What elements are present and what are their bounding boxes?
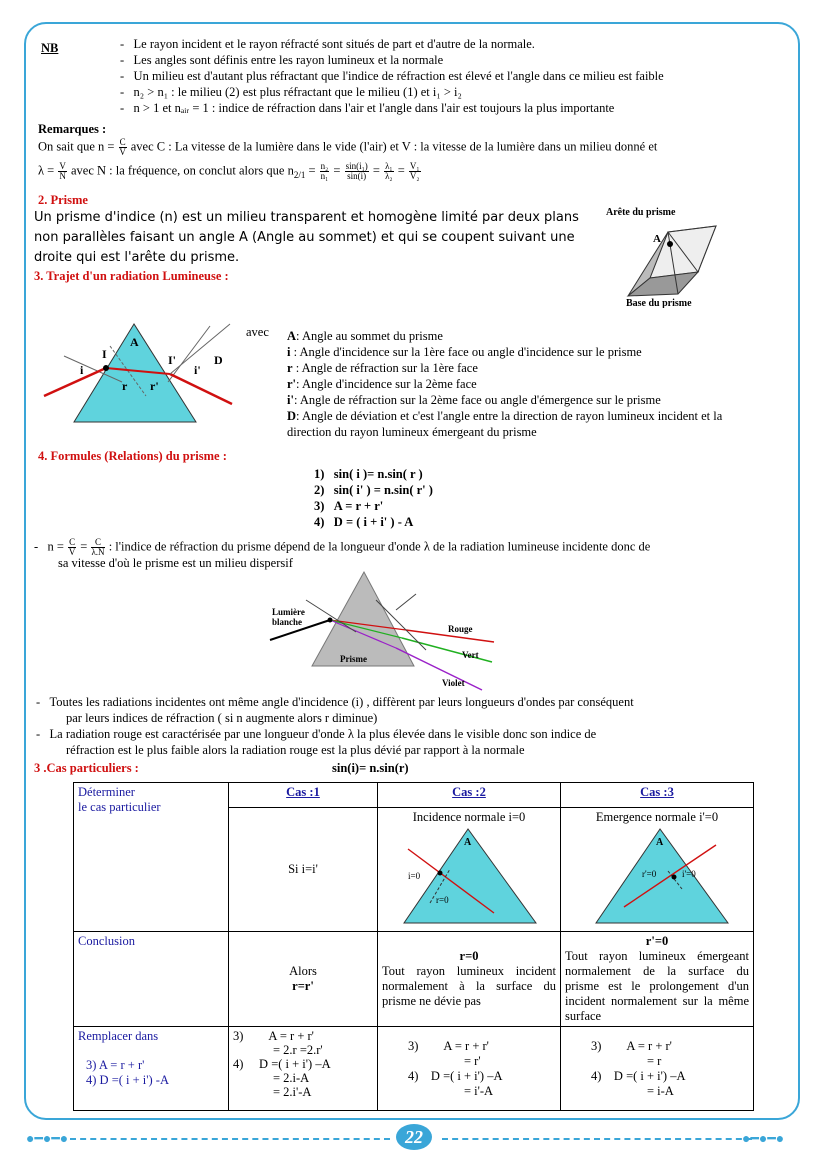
fig2-A: A — [464, 837, 472, 848]
footer-ornament-left: ●━●━● — [26, 1132, 69, 1147]
apex-label: A — [653, 233, 661, 245]
cell-cas1-condition: Si i=i' — [229, 808, 378, 932]
fig3-A: A — [656, 837, 664, 848]
trajet-title: 3. Trajet d'un radiation Lumineuse : — [34, 269, 229, 283]
cell-cas3-figure: Emergence normale i'=0 A r'=0 i'=0 — [561, 808, 754, 932]
cell-cas2-figure: Incidence normale i=0 A i=0 r=0 — [378, 808, 561, 932]
nb-item: - n > 1 et nₐᵢᵣ = 1 : indice de réfraction dans l'air et l'angle dans l'air est toujours la plus importante — [120, 101, 615, 115]
cas-formula: sin(i)= n.sin(r) — [332, 761, 409, 775]
fig3-i: i'=0 — [682, 869, 696, 879]
fig-r: r — [122, 379, 128, 393]
dispersion-figure — [266, 570, 502, 692]
fig-I2: I' — [168, 353, 177, 367]
definitions-list — [287, 328, 722, 440]
fig2-i: i=0 — [408, 871, 421, 881]
note-item: - La radiation rouge est caractérisée par une longueur d'onde λ la plus élevée dans le visible donc son indice de — [36, 727, 597, 741]
nb-item: - Les angles sont définis entre les rayon lumineux et la normale — [120, 53, 444, 67]
ray-path-figure — [34, 316, 234, 426]
cell-cas2-remplacer: 3) A = r + r' = r' 4) D =( i + i') –A = i'-A — [378, 1027, 561, 1111]
vert-label: Vert — [462, 650, 479, 660]
def-item-cont: direction du rayon lumineux émergeant du prisme — [287, 425, 537, 439]
cell-cas3-conclusion: r'=0 Tout rayon lumineux émergeant normalement de la surface du prisme est le prolongement d'un incident normalement sur la même surface — [561, 932, 754, 1027]
cas-title: 3 .Cas particuliers : — [34, 761, 139, 775]
nb-item: - n₂ > n₁ : le milieu (2) est plus réfractant que le milieu (1) et i₁ > i₂ — [120, 85, 462, 99]
base-label: Base du prisme — [626, 298, 692, 308]
formula-item: 3) A = r + r' — [314, 499, 384, 513]
fig3-r: r'=0 — [642, 869, 657, 879]
note-item-cont: réfraction est le plus faible alors la radiation rouge est la plus dévié par rapport à la normale — [66, 743, 525, 757]
dispersion-text-2: sa vitesse d'où le prisme est un milieu dispersif — [58, 556, 293, 570]
cell-cas1-remplacer: 3) A = r + r' = 2.r =2.r' 4) D =( i + i') –A = 2.i-A = 2.i'-A — [229, 1027, 378, 1111]
fig-A: A — [130, 335, 139, 349]
footer-line-right — [442, 1138, 752, 1140]
def-item: r : Angle de réfraction sur la 1ère face — [287, 361, 478, 375]
lumiere-label: Lumière — [272, 607, 305, 617]
def-item: A: Angle au sommet du prisme — [287, 329, 443, 343]
emergence-normale-figure — [582, 825, 732, 925]
note-item-cont: par leurs indices de réfraction ( si n augmente alors r diminue) — [66, 711, 378, 725]
fig-i: i — [80, 363, 84, 377]
footer-line-left — [70, 1138, 390, 1140]
def-item: D: Angle de déviation et c'est l'angle entre la direction de rayon lumineux incident et la — [287, 409, 723, 423]
cell-cas1-conclusion: Alors r=r' — [229, 932, 378, 1027]
remarques-line2: λ = $\frac{V}{N}$ avec N : la fréquence, on conclut alors que $n_{2/1}$ = $\frac{\text{n₂}}{\text{n₁}}$ = $\frac{\text{sin(i₁)}}{\sin(i)}$ = $\frac{\text{λ₁}}{\text{λ₂}}$ = $\frac{\text{V₁}}{\text{V₂}}$ — [38, 161, 420, 181]
blanche-label: blanche — [272, 617, 303, 627]
def-item: i : Angle d'incidence sur la 1ère face ou angle d'incidence sur le prisme — [287, 345, 642, 359]
fig-D: D — [214, 353, 223, 367]
prisme-text: Un prisme d'indice (n) est un milieu transparent et homogène limité par deux plans non parallèles faisant un angle A (Angle au sommet) et qui se coupent suivant une droite qui est l'arête du prisme. — [34, 210, 579, 265]
header-cas3: Cas :3 — [561, 783, 754, 808]
incidence-normale-figure — [394, 825, 544, 925]
avec-label: avec — [246, 325, 269, 339]
cell-remplacer-label: Remplacer dans 3) A = r + r' 4) D =( i + i') -A — [74, 1027, 229, 1111]
violet-label: Violet — [442, 678, 465, 688]
nb-list — [120, 36, 664, 116]
def-item: r': Angle d'incidence sur la 2ème face — [287, 377, 477, 391]
cases-table — [73, 782, 754, 1111]
notes — [36, 694, 634, 758]
formula-item: 4) D = ( i + i' ) - A — [314, 515, 414, 529]
remarques-title: Remarques : — [38, 122, 107, 136]
header-cas2: Cas :2 — [378, 783, 561, 808]
cell-cas3-remplacer: 3) A = r + r' = r 4) D =( i + i') –A = i-A — [561, 1027, 754, 1111]
apex-dot — [667, 241, 673, 247]
nb-item: - Un milieu est d'autant plus réfractant que l'indice de réfraction est élevé et l'angle dans ce milieu est faible — [120, 69, 664, 83]
cell-cas2-conclusion: r=0 Tout rayon lumineux incident normalement à la surface du prisme ne dévie pas — [378, 932, 561, 1027]
fig-r2: r' — [150, 379, 159, 393]
prisme-title: 2. Prisme — [38, 193, 88, 207]
nb-item: - Le rayon incident et le rayon réfracté sont situés de part et d'autre de la normale. — [120, 37, 535, 51]
formula-item: 1) sin( i )= n.sin( r ) — [314, 467, 423, 481]
fig2-r: r=0 — [436, 895, 449, 905]
rouge-label: Rouge — [448, 624, 473, 634]
note-item: - Toutes les radiations incidentes ont même angle d'incidence (i) , diffèrent par leurs longueurs d'ondes par conséquent — [36, 695, 634, 709]
formules-list — [314, 466, 433, 530]
prisme-label: Prisme — [340, 654, 367, 664]
def-item: i': Angle de réfraction sur la 2ème face ou angle d'émergence sur le prisme — [287, 393, 661, 407]
page-number: 22 — [396, 1124, 432, 1150]
nb-label: NB — [41, 41, 59, 55]
remarques-line1: On sait que n = $\frac{C}{V}$ avec C : La vitesse de la lumière dans le vide (l'air) et V : la vitesse de la lumière dans un milieu donné et — [38, 137, 658, 157]
formules-title: 4. Formules (Relations) du prisme : — [38, 449, 227, 463]
cell-conclusion-label: Conclusion — [74, 932, 229, 1027]
header-cas1: Cas :1 — [229, 783, 378, 808]
cell-determiner: Déterminer le cas particulier — [74, 783, 229, 932]
dispersion-text: - n = $\frac{C}{V}$ = $\frac{C}{\lambda.N}$ : l'indice de réfraction du prisme dépend de la longueur d'onde λ de la radiation lumineuse incidente donc de — [34, 537, 651, 557]
prism-3d-figure — [598, 204, 728, 308]
footer-ornament-right: ●━●━● — [742, 1132, 785, 1147]
arete-label: Arête du prisme — [606, 207, 676, 218]
formula-item: 2) sin( i' ) = n.sin( r' ) — [314, 483, 433, 497]
fig-i2: i' — [194, 363, 201, 377]
fig-I: I — [102, 347, 107, 361]
